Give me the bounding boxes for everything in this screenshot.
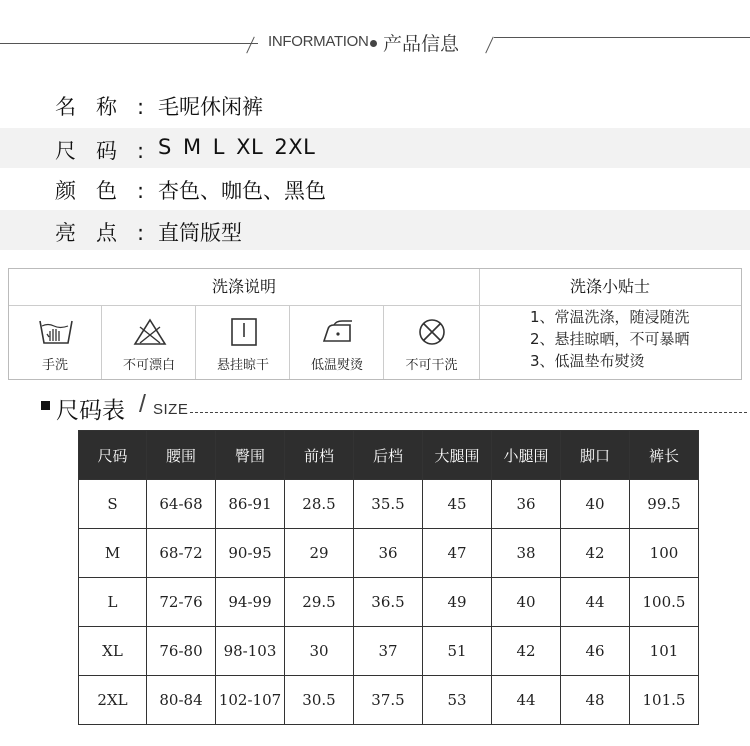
table-row <box>79 676 699 725</box>
table-cell: 90-95 <box>216 529 285 578</box>
care-item-label: 低温熨烫 <box>310 358 363 373</box>
hang-dry-icon <box>226 317 262 347</box>
table-cell: 29.5 <box>285 578 354 627</box>
column-header: 臀围 <box>216 431 285 480</box>
table-cell: 30 <box>285 627 354 676</box>
table-header-row <box>79 431 699 480</box>
table-cell: 42 <box>561 529 630 578</box>
section-header <box>0 22 750 62</box>
care-tip: 1、常温洗涤，随浸随洗 <box>530 308 690 326</box>
table-cell: 98-103 <box>216 627 285 676</box>
care-item-hand-wash <box>9 306 102 379</box>
table-cell: 51 <box>423 627 492 676</box>
no-dry-clean-icon <box>414 317 450 347</box>
table-cell: 80-84 <box>147 676 216 725</box>
info-value: 杏色、咖色、黑色 <box>158 179 326 203</box>
table-cell: 28.5 <box>285 480 354 529</box>
header-chinese-title: 产品信息 <box>383 33 460 55</box>
table-cell: 102-107 <box>216 676 285 725</box>
size-chart-title-en: SIZE <box>153 401 189 418</box>
table-cell: 38 <box>492 529 561 578</box>
care-tip: 2、悬挂晾晒，不可暴晒 <box>530 330 690 348</box>
table-cell: 99.5 <box>630 480 699 529</box>
table-cell: 94-99 <box>216 578 285 627</box>
table-cell: 76-80 <box>147 627 216 676</box>
table-cell: 53 <box>423 676 492 725</box>
title-bullet <box>41 401 50 410</box>
table-cell: M <box>79 529 147 578</box>
table-cell: 101.5 <box>630 676 699 725</box>
info-label: 尺码: <box>55 139 165 163</box>
info-row-name <box>0 84 750 124</box>
info-value: S M L XL 2XL <box>158 135 316 159</box>
table-cell: 48 <box>561 676 630 725</box>
table-cell: L <box>79 578 147 627</box>
table-row <box>79 627 699 676</box>
table-cell: 100 <box>630 529 699 578</box>
table-cell: 46 <box>561 627 630 676</box>
title-dotted-line <box>190 412 747 413</box>
care-title: 洗涤说明 <box>211 277 276 296</box>
table-cell: 40 <box>561 480 630 529</box>
table-cell: 29 <box>285 529 354 578</box>
info-row-color <box>0 168 750 208</box>
size-table <box>78 430 699 725</box>
table-cell: S <box>79 480 147 529</box>
column-header: 小腿围 <box>492 431 561 480</box>
low-iron-icon <box>320 317 356 347</box>
table-cell: 36 <box>492 480 561 529</box>
table-cell: 72-76 <box>147 578 216 627</box>
care-item-low-iron <box>291 306 384 379</box>
table-cell: 101 <box>630 627 699 676</box>
table-cell: 100.5 <box>630 578 699 627</box>
table-cell: 45 <box>423 480 492 529</box>
table-cell: 68-72 <box>147 529 216 578</box>
table-cell: 36 <box>354 529 423 578</box>
table-row <box>79 529 699 578</box>
table-cell: 37 <box>354 627 423 676</box>
column-header: 后档 <box>354 431 423 480</box>
table-cell: 36.5 <box>354 578 423 627</box>
size-chart-title-cn: 尺码表 <box>56 398 125 424</box>
table-cell: 35.5 <box>354 480 423 529</box>
header-line-left <box>0 43 258 44</box>
care-divider <box>479 269 480 379</box>
column-header: 腰围 <box>147 431 216 480</box>
table-row <box>79 578 699 627</box>
info-label: 亮点: <box>55 221 165 245</box>
care-item-label: 手洗 <box>41 358 68 373</box>
table-cell: 40 <box>492 578 561 627</box>
care-tip: 3、低温垫布熨烫 <box>530 352 645 370</box>
care-item-label: 不可干洗 <box>405 358 458 373</box>
column-header: 尺码 <box>79 431 147 480</box>
table-cell: 49 <box>423 578 492 627</box>
header-slash-left <box>246 37 255 54</box>
care-item-no-dry-clean <box>385 306 478 379</box>
table-cell: XL <box>79 627 147 676</box>
table-cell: 37.5 <box>354 676 423 725</box>
column-header: 脚口 <box>561 431 630 480</box>
info-value: 毛呢休闲裤 <box>158 95 263 119</box>
table-cell: 2XL <box>79 676 147 725</box>
info-value: 直筒版型 <box>158 221 242 245</box>
hand-wash-icon <box>38 317 74 347</box>
table-cell: 47 <box>423 529 492 578</box>
care-item-label: 悬挂晾干 <box>216 358 269 373</box>
no-bleach-icon <box>132 317 168 347</box>
info-row-highlight <box>0 210 750 250</box>
column-header: 前档 <box>285 431 354 480</box>
table-cell: 86-91 <box>216 480 285 529</box>
info-label: 颜色: <box>55 179 165 203</box>
column-header: 大腿围 <box>423 431 492 480</box>
care-tips-title: 洗涤小贴士 <box>569 277 650 296</box>
care-tips-list <box>530 306 690 372</box>
care-item-no-bleach <box>103 306 196 379</box>
care-item-hang-dry <box>197 306 290 379</box>
column-header: 裤长 <box>630 431 699 480</box>
header-dot <box>370 40 377 47</box>
header-slash-right <box>485 37 494 54</box>
table-cell: 42 <box>492 627 561 676</box>
care-item-label: 不可漂白 <box>122 358 175 373</box>
title-slash: / <box>139 390 146 418</box>
table-cell: 64-68 <box>147 480 216 529</box>
table-row <box>79 480 699 529</box>
header-line-right <box>494 37 750 38</box>
info-label: 名称: <box>55 95 165 119</box>
info-row-size <box>0 128 750 168</box>
table-cell: 44 <box>561 578 630 627</box>
table-cell: 30.5 <box>285 676 354 725</box>
header-english-title: INFORMATION <box>268 33 369 50</box>
table-cell: 44 <box>492 676 561 725</box>
